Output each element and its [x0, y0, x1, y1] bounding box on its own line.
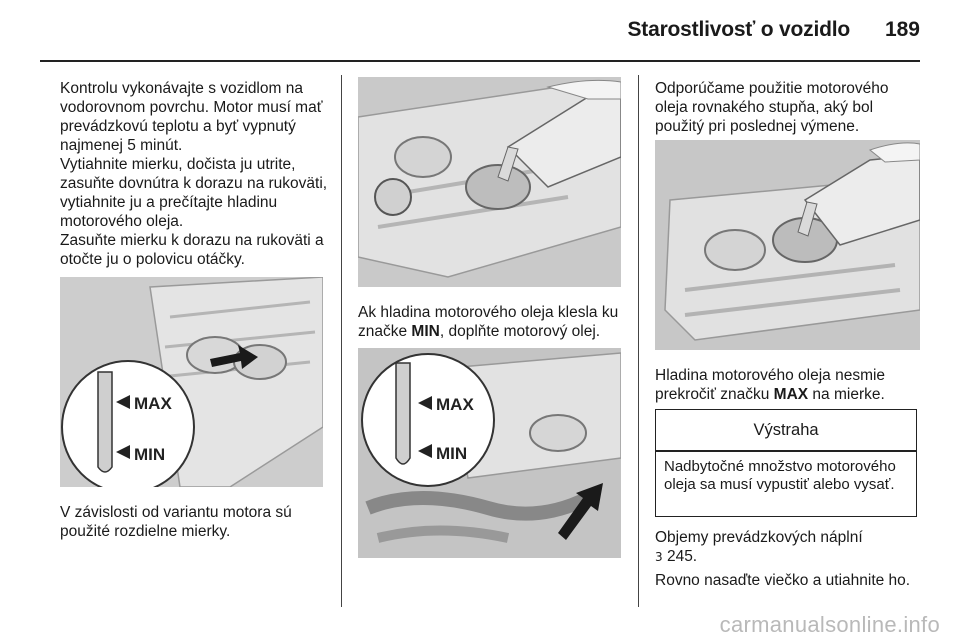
col2-paragraph-1: Ak hladina motorového oleja klesla ku značke MIN, doplňte motorový olej.: [358, 304, 619, 340]
dipstick-max-label: MAX: [436, 395, 474, 414]
page-reference-icon: 3: [655, 550, 663, 564]
capacities-text: Objemy prevádzkových náplní: [655, 529, 863, 546]
watermark: carmanualsonline.info: [719, 612, 940, 637]
col1-paragraph-4: V závislosti od variantu motora sú použité rozdielne mierky.: [60, 504, 292, 540]
warning-box: [655, 409, 917, 517]
header-rule: [40, 60, 920, 62]
oil-filler-opening: [466, 165, 530, 209]
dipstick-engine-illustration: [358, 348, 621, 558]
warning-body: Nadbytočné množstvo motorového oleja sa musí vypustiť alebo vysať.: [664, 458, 896, 493]
dipstick-illustration: [60, 277, 323, 487]
col3-paragraph-3: [655, 528, 920, 567]
dipstick-min-label: MIN: [134, 445, 166, 464]
warning-title: Výstraha: [753, 421, 819, 439]
column-divider-1: [341, 75, 342, 607]
col3-paragraph-1: Odporúčame použitie motorového oleja rovnakého stupňa, aký bol použitý pri poslednej výmene.: [655, 80, 889, 135]
oil-cap: [375, 179, 411, 215]
warning-divider: [656, 450, 916, 452]
page-reference[interactable]: 245.: [662, 548, 698, 565]
dipstick-min-label: MIN: [436, 444, 468, 463]
oil-filling-illustration-1: [358, 77, 621, 287]
col1-paragraph-1: Kontrolu vykonávajte s vozidlom na vodorovnom povrchu. Motor musí mať prevádzkovú teplotu a byť vypnutý najmenej 5 minút.: [60, 80, 323, 154]
col1-paragraph-3: Zasuňte mierku k dorazu na rukoväti a otočte ju o polovicu otáčky.: [60, 232, 324, 268]
col3-paragraph-4: Rovno nasaďte viečko a utiahnite ho.: [655, 572, 911, 589]
header-title: Starostlivosť o vozidlo: [627, 18, 850, 41]
col3-paragraph-2: Hladina motorového oleja nesmie prekročiť značku MAX na mierke.: [655, 367, 886, 403]
oil-filling-illustration-2: [655, 140, 920, 350]
page-number: 189: [884, 18, 920, 41]
column-divider-2: [638, 75, 639, 607]
dipstick-max-label: MAX: [134, 394, 172, 413]
col1-paragraph-2: Vytiahnite mierku, dočista ju utrite, zasuňte dovnútra k dorazu na rukoväti, vytiahnite ju a prečítajte hladinu motorového oleja.: [60, 156, 328, 230]
